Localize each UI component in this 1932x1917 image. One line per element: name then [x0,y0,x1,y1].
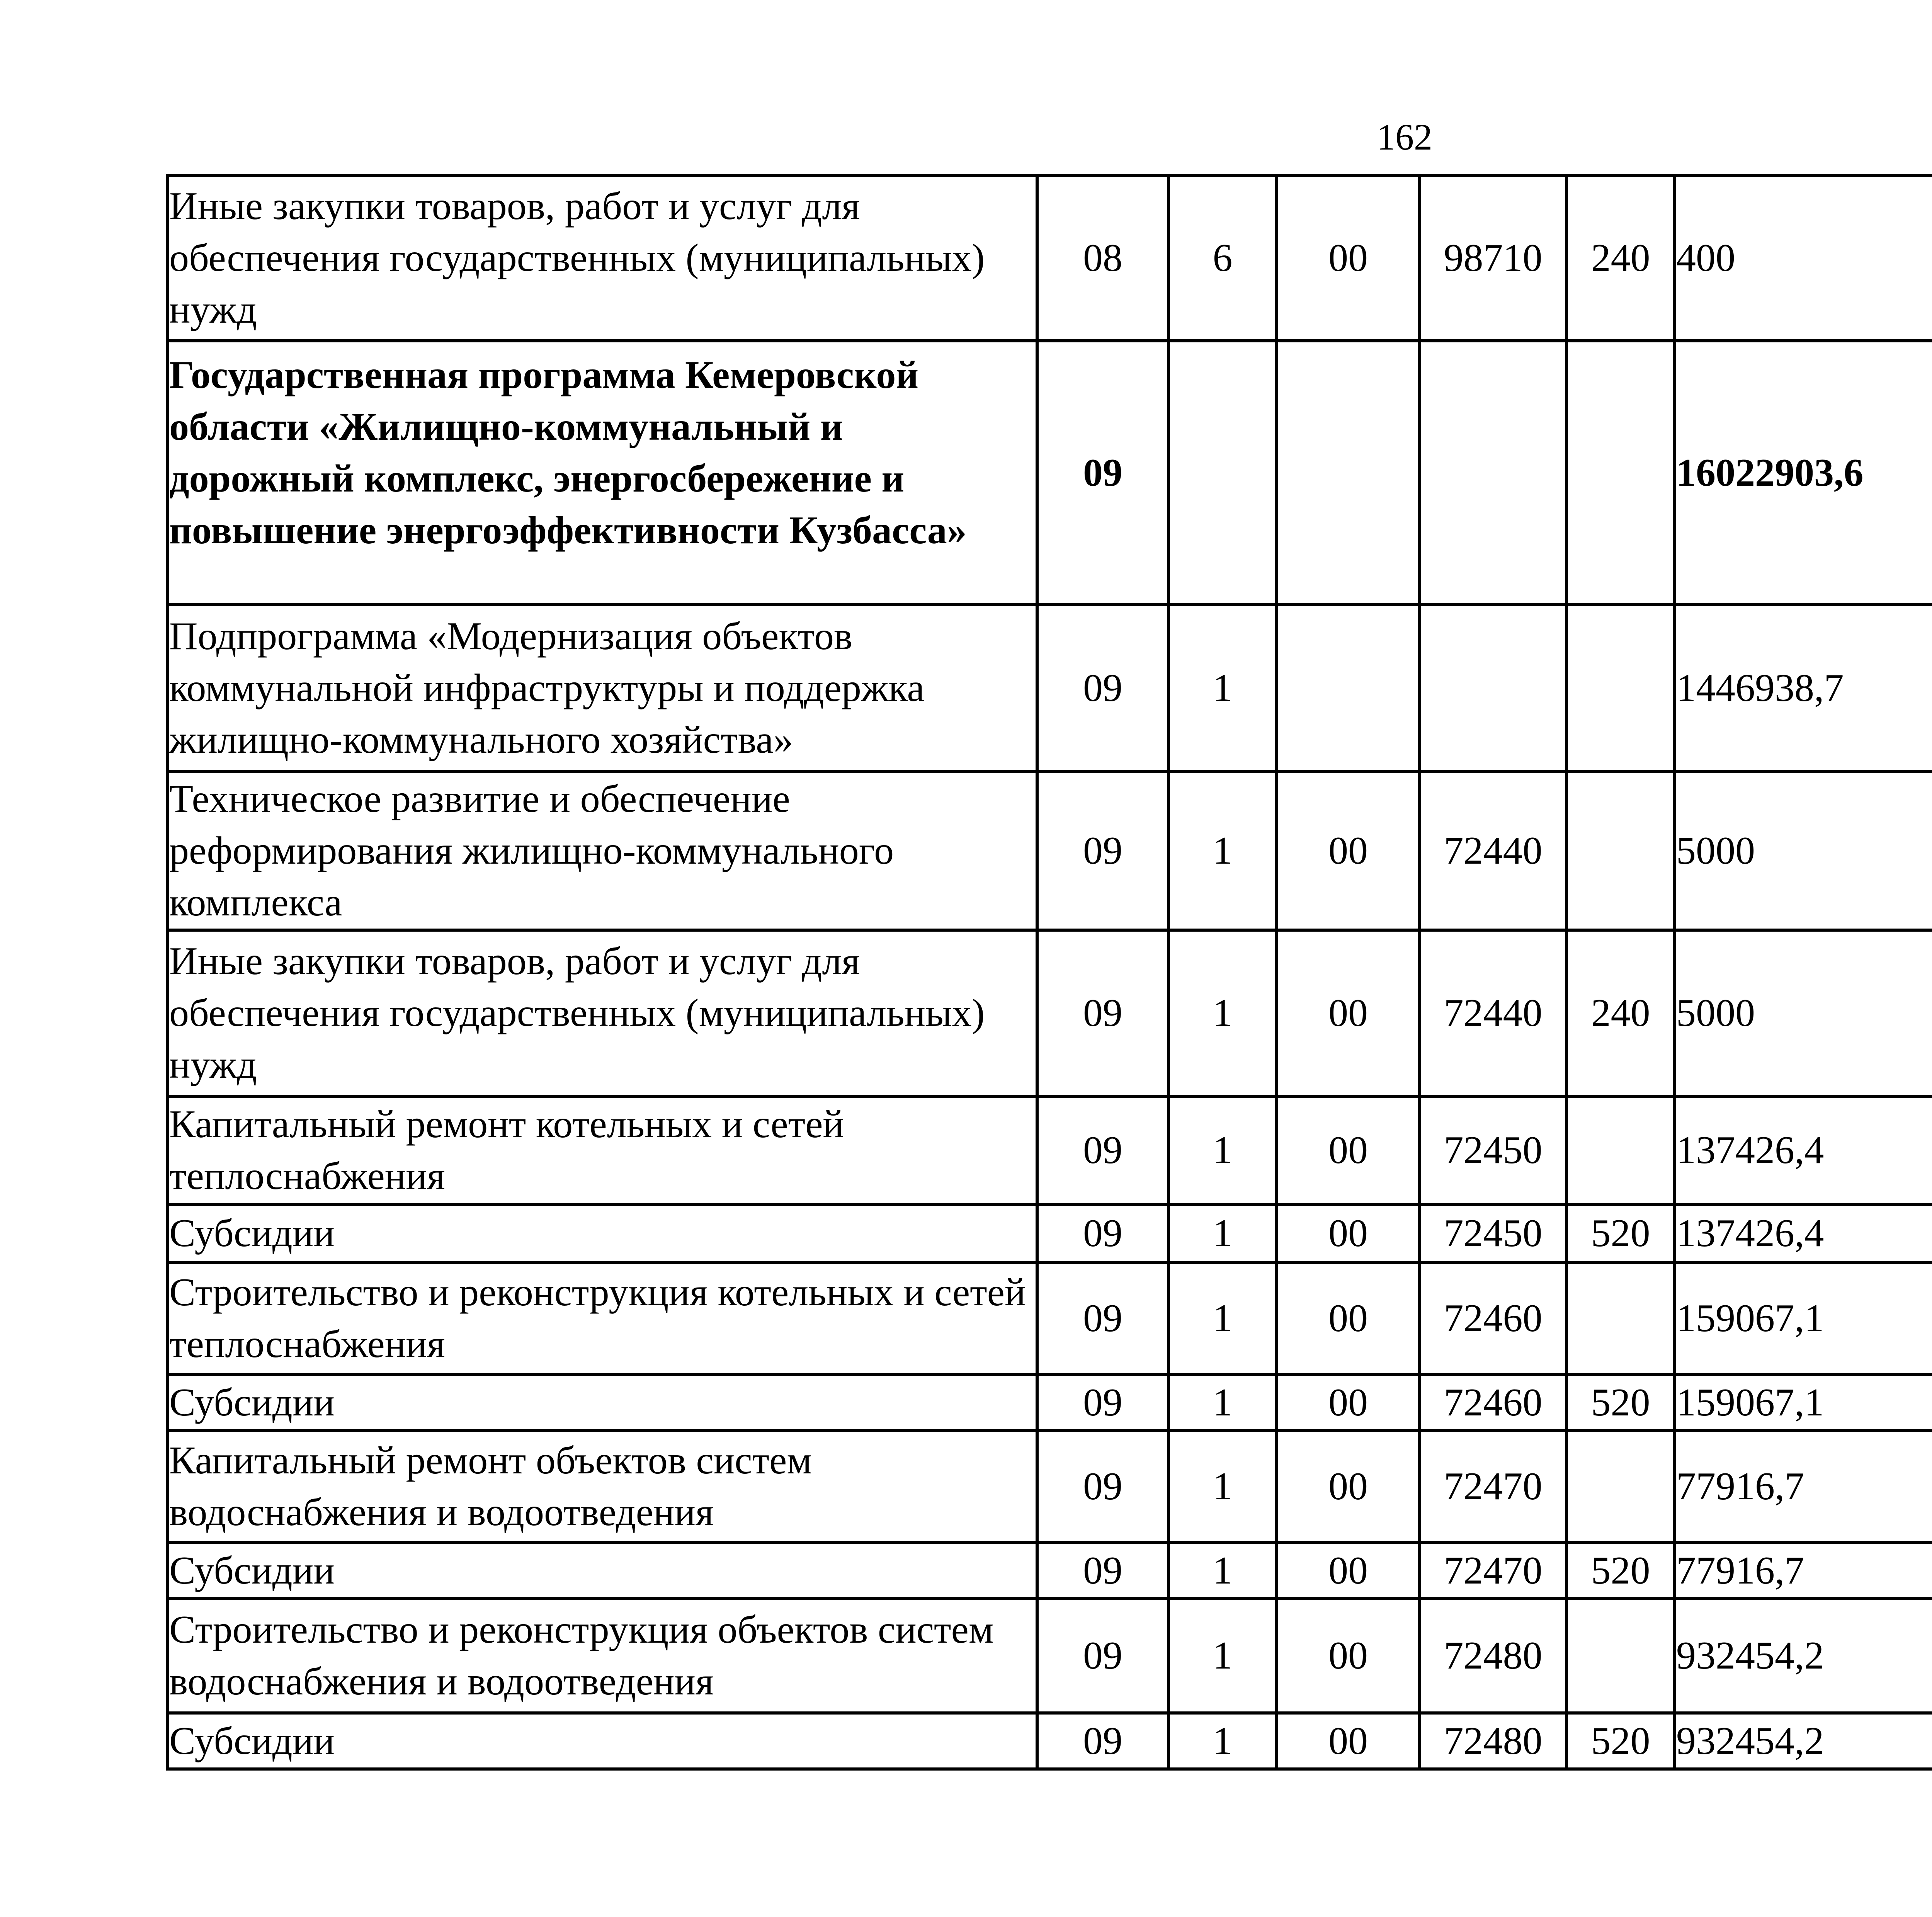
subprogram-code: 6 [1168,175,1277,341]
event-code [1277,341,1420,605]
table-row [168,1204,1932,1262]
section-code: 09 [1037,1431,1168,1543]
expense-type-code [1566,605,1675,772]
event-code: 00 [1277,1096,1420,1204]
event-code: 00 [1277,1713,1420,1769]
amount-year-1: 400 [1675,175,1932,341]
table-row [168,1096,1932,1204]
expense-type-code [1566,341,1675,605]
subprogram-code: 1 [1168,1431,1277,1543]
direction-code: 72470 [1420,1543,1566,1599]
event-code: 00 [1277,1431,1420,1543]
event-code: 00 [1277,1374,1420,1431]
section-code: 09 [1037,1096,1168,1204]
section-code: 09 [1037,1713,1168,1769]
event-code [1277,605,1420,772]
table-row [168,1262,1932,1374]
row-name: Техническое развитие и обеспечение реформирования жилищно-коммунального комплекса [168,772,1037,930]
row-name: Субсидии [168,1374,1037,1431]
subprogram-code: 1 [1168,1204,1277,1262]
direction-code: 72440 [1420,930,1566,1096]
section-code: 09 [1037,341,1168,605]
amount-year-1: 159067,1 [1675,1374,1932,1431]
expense-type-code [1566,1262,1675,1374]
direction-code: 98710 [1420,175,1566,341]
event-code: 00 [1277,1204,1420,1262]
event-code: 00 [1277,1599,1420,1713]
event-code: 00 [1277,930,1420,1096]
row-name: Субсидии [168,1543,1037,1599]
subprogram-code: 1 [1168,772,1277,930]
table-row [168,341,1932,605]
subprogram-code: 1 [1168,1374,1277,1431]
section-code: 09 [1037,1262,1168,1374]
row-name: Иные закупки товаров, работ и услуг для обеспечения государственных (муниципальных) нужд [168,930,1037,1096]
expense-type-code: 520 [1566,1713,1675,1769]
direction-code: 72480 [1420,1713,1566,1769]
amount-year-1: 932454,2 [1675,1599,1932,1713]
table-row [168,772,1932,930]
page-number: 162 [1377,116,1432,158]
direction-code: 72480 [1420,1599,1566,1713]
table-row [168,930,1932,1096]
event-code: 00 [1277,1262,1420,1374]
direction-code: 72460 [1420,1262,1566,1374]
table-row [168,1599,1932,1713]
row-name: Подпрограмма «Модернизация объектов коммунальной инфраструктуры и поддержка жилищно-коммунального хозяйства» [168,605,1037,772]
section-code: 09 [1037,1374,1168,1431]
amount-year-1: 77916,7 [1675,1431,1932,1543]
table-row [168,1431,1932,1543]
table-row [168,605,1932,772]
expense-type-code [1566,772,1675,930]
amount-year-1: 137426,4 [1675,1204,1932,1262]
expense-type-code [1566,1431,1675,1543]
amount-year-1: 137426,4 [1675,1096,1932,1204]
section-code: 09 [1037,605,1168,772]
amount-year-1: 5000 [1675,772,1932,930]
row-name: Капитальный ремонт объектов систем водоснабжения и водоотведения [168,1431,1037,1543]
section-code: 08 [1037,175,1168,341]
section-code: 09 [1037,930,1168,1096]
table-row [168,1543,1932,1599]
row-name: Государственная программа Кемеровской области «Жилищно-коммунальный и дорожный комплекс, энергосбережение и повышение энергоэффективности Кузбасса» [168,341,1037,605]
section-code: 09 [1037,772,1168,930]
amount-year-1: 159067,1 [1675,1262,1932,1374]
subprogram-code: 1 [1168,1599,1277,1713]
row-name: Строительство и реконструкция котельных и сетей теплоснабжения [168,1262,1037,1374]
row-name: Иные закупки товаров, работ и услуг для обеспечения государственных (муниципальных) нужд [168,175,1037,341]
expense-type-code: 240 [1566,930,1675,1096]
row-name: Субсидии [168,1204,1037,1262]
subprogram-code: 1 [1168,1543,1277,1599]
table-row [168,1713,1932,1769]
section-code: 09 [1037,1204,1168,1262]
subprogram-code: 1 [1168,1262,1277,1374]
amount-year-1: 1446938,7 [1675,605,1932,772]
direction-code: 72440 [1420,772,1566,930]
event-code: 00 [1277,772,1420,930]
expense-type-code [1566,1096,1675,1204]
row-name: Строительство и реконструкция объектов систем водоснабжения и водоотведения [168,1599,1037,1713]
subprogram-code: 1 [1168,930,1277,1096]
direction-code: 72470 [1420,1431,1566,1543]
subprogram-code [1168,341,1277,605]
expense-type-code: 520 [1566,1204,1675,1262]
expense-type-code [1566,1599,1675,1713]
amount-year-1: 5000 [1675,930,1932,1096]
event-code: 00 [1277,1543,1420,1599]
expense-type-code: 520 [1566,1543,1675,1599]
direction-code [1420,341,1566,605]
row-name: Субсидии [168,1713,1037,1769]
subprogram-code: 1 [1168,1713,1277,1769]
row-name: Капитальный ремонт котельных и сетей теплоснабжения [168,1096,1037,1204]
expense-type-code: 520 [1566,1374,1675,1431]
budget-table [166,174,1932,1771]
event-code: 00 [1277,175,1420,341]
direction-code: 72450 [1420,1096,1566,1204]
amount-year-1: 77916,7 [1675,1543,1932,1599]
direction-code: 72450 [1420,1204,1566,1262]
amount-year-1: 932454,2 [1675,1713,1932,1769]
subprogram-code: 1 [1168,605,1277,772]
amount-year-1: 16022903,6 [1675,341,1932,605]
section-code: 09 [1037,1543,1168,1599]
direction-code: 72460 [1420,1374,1566,1431]
subprogram-code: 1 [1168,1096,1277,1204]
direction-code [1420,605,1566,772]
expense-type-code: 240 [1566,175,1675,341]
section-code: 09 [1037,1599,1168,1713]
table-row [168,1374,1932,1431]
table-row [168,175,1932,341]
